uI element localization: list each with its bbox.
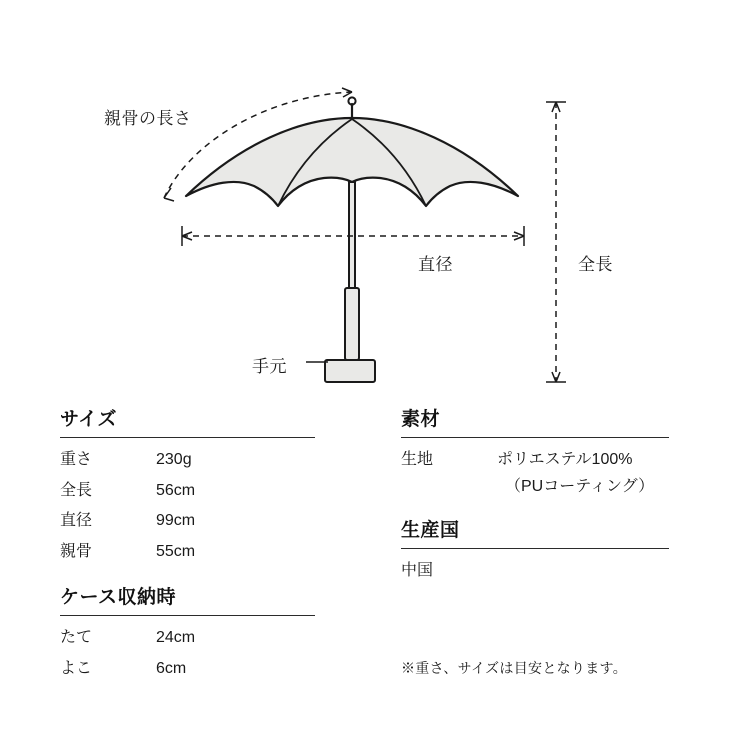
case-section-heading: ケース収納時 xyxy=(60,587,177,609)
label-rib-length: 親骨の長さ xyxy=(104,109,192,128)
spec-key: 生地 xyxy=(401,451,434,468)
spec-row xyxy=(60,653,320,684)
spec-value: 56cm xyxy=(156,481,196,499)
spec-row xyxy=(60,444,320,475)
spec-row xyxy=(60,536,320,567)
spec-column-left xyxy=(60,404,320,684)
label-handle: 手元 xyxy=(252,357,287,376)
origin-value: 中国 xyxy=(401,561,434,579)
label-total-length: 全長 xyxy=(578,255,613,274)
size-section-heading: サイズ xyxy=(60,409,117,430)
spec-key: たて xyxy=(60,629,93,647)
spacer xyxy=(401,499,681,515)
divider xyxy=(401,437,669,438)
origin-section-heading: 生産国 xyxy=(401,519,460,541)
label-diameter: 直径 xyxy=(418,255,453,274)
spec-value: 6cm xyxy=(156,659,187,677)
spec-row xyxy=(60,622,320,653)
divider xyxy=(60,615,315,616)
spec-key: 親骨 xyxy=(60,542,93,560)
spec-value: 99cm xyxy=(156,512,196,530)
divider xyxy=(401,548,669,549)
spec-row xyxy=(60,475,320,506)
spec-value: 24cm xyxy=(156,629,196,647)
spec-column-right xyxy=(401,404,681,585)
divider xyxy=(60,437,315,438)
disclaimer-note: ※重さ、サイズは目安となります。 xyxy=(401,660,627,676)
material-sub-value: （PUコーティング） xyxy=(505,477,655,495)
spec-key: 重さ xyxy=(60,451,93,468)
spec-value: ポリエステル100% xyxy=(497,451,633,468)
material-section-heading: 素材 xyxy=(401,409,441,430)
spacer xyxy=(60,566,320,582)
spec-key: 直径 xyxy=(60,512,93,530)
spec-value: 230g xyxy=(156,451,192,468)
spec-row xyxy=(60,505,320,536)
spec-key: 全長 xyxy=(60,481,93,499)
spec-value: 55cm xyxy=(156,542,196,560)
spec-row xyxy=(401,444,681,475)
spec-row xyxy=(401,555,681,586)
spec-key: よこ xyxy=(60,659,93,677)
